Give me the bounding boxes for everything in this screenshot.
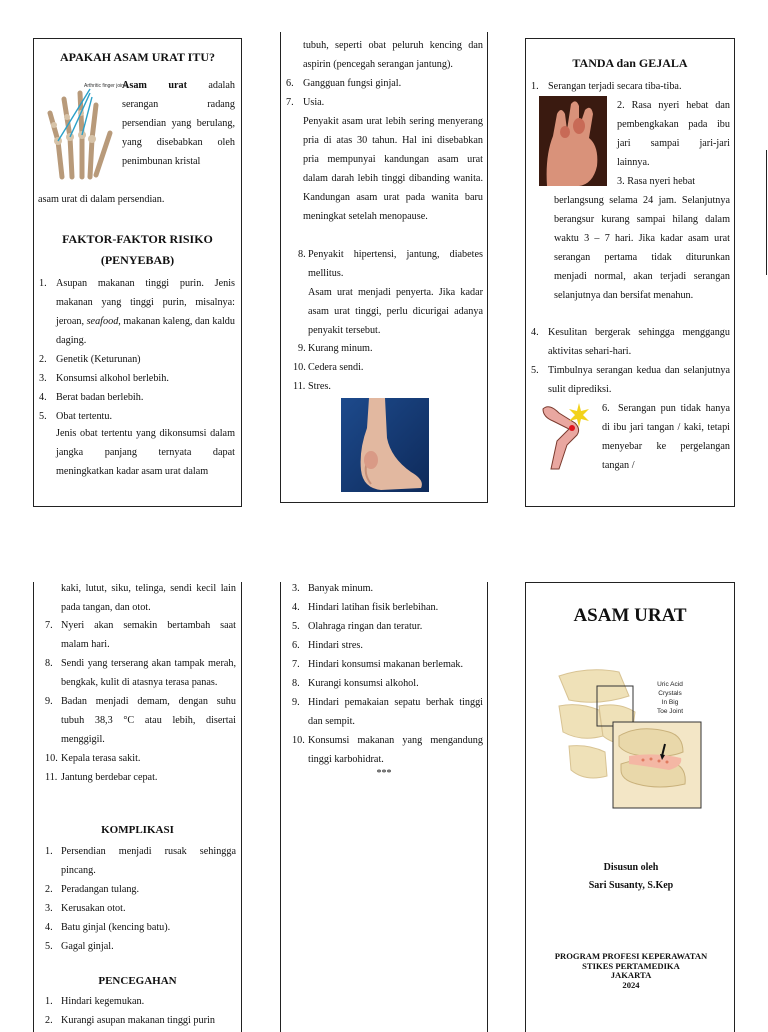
inflamed-hand-photo — [539, 96, 607, 186]
panel-prevention-cont — [280, 582, 488, 1032]
list-item: 11. Stres. — [293, 381, 331, 392]
continued-text: kaki, lutut, siku, telinga, sendi kecil lain pada tangan, dan otot. — [61, 583, 236, 613]
medication-note: Jenis obat tertentu yang dikonsumsi dalam jangka panjang ternyata dapat meningkatkan kadar asam urat dalam — [56, 428, 235, 477]
list-item: 2. Peradangan tulang. — [45, 884, 140, 895]
list-item: 6. Hindari stres. — [292, 640, 363, 651]
list-item: 1. Hindari kegemukan. — [45, 996, 145, 1007]
panel-symptoms-cont — [33, 582, 242, 1032]
risk-factor-list-cont — [281, 74, 483, 112]
risk-factor-list-end — [281, 339, 483, 396]
symptom-item-5: 5. Timbulnya serangan kedua dan selanjutnya sulit diprediksi. — [531, 365, 730, 395]
school-name: STIKES PERTAMEDIKA — [582, 960, 680, 971]
edge-line — [766, 150, 767, 275]
author-block — [526, 859, 736, 895]
list-item: 11. Jantung berdebar cepat. — [45, 772, 158, 783]
list-item: 5. Obat tertentu. — [39, 411, 113, 422]
symptom-list-cont — [34, 616, 236, 787]
list-item: 5. Olahraga ringan dan teratur. — [292, 621, 423, 632]
symptom-item-3b: berlangsung selama 24 jam. Selanjutnya berangsur kurang sampai hilang dalam waktu 3 – 7 hari. Jika kadar asam urat serangan pertama tidak diturunkan menjadi normal, akan terjadi serangan selanjutnya dan bersifat menahun. — [554, 195, 730, 301]
symptom-item-2: 2. Rasa nyeri hebat dan pembengkakan pada ibu jari sampai jari-jari lainnya. — [617, 100, 730, 168]
prevention-list-cont — [281, 579, 483, 769]
symptom-item-3a: 3. Rasa nyeri hebat — [617, 176, 696, 187]
swollen-foot-photo — [341, 398, 429, 492]
list-item: 9. Kurang minum. — [298, 343, 373, 354]
risk-factor-list-8 — [281, 245, 483, 283]
list-item: 7. Usia. — [286, 97, 325, 108]
finger-joints-illustration — [42, 79, 128, 182]
image-label: Uric Acid — [657, 681, 683, 688]
age-note: Penyakit asam urat lebih sering menyerang pria di atas 30 tahun. Hal ini disebabkan pria mempunyai kandungan asam urat dalam darah lebih tinggi dibanding wanita. Kandungan asam urat pada wanita baru meningkat setelah menopause. — [303, 116, 483, 222]
list-item: 2. Genetik (Keturunan) — [39, 354, 141, 365]
definition-text-cont: asam urat di dalam persendian. — [38, 194, 165, 205]
end-mark: *** — [376, 768, 392, 779]
continued-text: tubuh, seperti obat peluruh kencing dan aspirin (pencegah serangan jantung). — [303, 40, 483, 70]
definition-text: adalah serangan radang persendian yang berulang, yang disebabkan oleh penimbunan kristal — [122, 80, 235, 167]
panel-risk-factors-cont — [280, 32, 488, 503]
big-toe-joint-illustration — [559, 666, 703, 812]
image-label: Toe Joint — [656, 708, 684, 715]
symptom-item-6: 6. Serangan pun tidak hanya di ibu jari tangan / kaki, tetapi menyebar ke pergelangan tangan / — [602, 403, 730, 471]
list-item: 10. Konsumsi makanan yang mengandung tinggi karbohidrat. — [292, 735, 483, 765]
list-item: 4. Hindari latihan fisik berlebihan. — [292, 602, 439, 613]
panel-what-is-gout — [33, 38, 242, 507]
list-item: 8. Penyakit hipertensi, jantung, diabetes mellitus. — [298, 249, 483, 279]
compiled-by-label: Disusun oleh — [603, 862, 659, 873]
arm-pain-illustration — [539, 399, 595, 471]
complications-title: KOMPLIKASI — [101, 824, 174, 836]
panel-title: TANDA dan GEJALA — [572, 56, 688, 70]
image-label: Crystals — [658, 690, 682, 697]
term-bold: Asam urat — [122, 80, 209, 91]
list-item: 7. Nyeri akan semakin bertambah saat malam hari. — [45, 620, 236, 650]
list-item: 3. Kerusakan otot. — [45, 903, 126, 914]
list-item: 3. Konsumsi alkohol berlebih. — [39, 373, 169, 384]
cover-title: ASAM URAT — [573, 605, 687, 626]
institution-block — [526, 952, 736, 990]
risk-factor-list — [34, 274, 235, 426]
risk-factors-title — [34, 229, 241, 271]
list-item: 10. Cedera sendi. — [293, 362, 364, 373]
city: JAKARTA — [610, 970, 652, 980]
panel-signs-symptoms — [525, 38, 735, 507]
complication-list — [34, 842, 236, 956]
author-name: Sari Susanty, S.Kep — [588, 880, 674, 891]
symptom-item-4: 4. Kesulitan bergerak sehingga menggangu aktivitas sehari-hari. — [531, 327, 730, 357]
prevention-title: PENCEGAHAN — [98, 975, 177, 987]
list-item: 8. Sendi yang terserang akan tampak merah, bengkak, kulit di atasnya terasa panas. — [45, 658, 236, 688]
list-item: 9. Badan menjadi demam, dengan suhu tubuh 38,3 °C atau lebih, disertai menggigil. — [45, 696, 236, 745]
comorbidity-note: Asam urat menjadi penyerta. Jika kadar asam urat tinggi, perlu dicurigai adanya penyakit tersebut. — [308, 287, 483, 336]
list-item: 2. Kurangi asupan makanan tinggi purin — [45, 1015, 215, 1026]
list-item: 10. Kepala terasa sakit. — [45, 753, 141, 764]
prevention-list — [34, 992, 236, 1030]
risk-title-line-2: (PENYEBAB) — [100, 253, 175, 267]
list-item: 1. Persendian menjadi rusak sehingga pincang. — [45, 846, 236, 876]
list-item: 5. Gagal ginjal. — [45, 941, 114, 952]
list-item: 7. Hindari konsumsi makanan berlemak. — [292, 659, 464, 670]
symptom-item-1: 1. Serangan terjadi secara tiba-tiba. — [531, 81, 682, 92]
year: 2024 — [622, 979, 640, 990]
list-item: 3. Banyak minum. — [292, 583, 374, 594]
list-item: 8. Kurangi konsumsi alkohol. — [292, 678, 419, 689]
list-item: 4. Berat badan berlebih. — [39, 392, 144, 403]
risk-title-line-1: FAKTOR-FAKTOR RISIKO — [62, 232, 213, 246]
image-label: In Big — [661, 699, 679, 706]
program-name: PROGRAM PROFESI KEPERAWATAN — [554, 951, 708, 961]
image-caption: Arthritic finger joints — [84, 83, 128, 89]
list-item: 1. Asupan makanan tinggi purin. Jenis makanan yang tinggi purin, misalnya: jeroan, seafood, makanan kaleng, dan kaldu daging. — [39, 278, 235, 346]
panel-cover — [525, 582, 735, 1032]
panel-title: APAKAH ASAM URAT ITU? — [59, 50, 215, 64]
list-item: 9. Hindari pemakaian sepatu berhak tinggi dan sempit. — [292, 697, 483, 727]
list-item: 6. Gangguan fungsi ginjal. — [286, 78, 402, 89]
list-item: 4. Batu ginjal (kencing batu). — [45, 922, 171, 933]
